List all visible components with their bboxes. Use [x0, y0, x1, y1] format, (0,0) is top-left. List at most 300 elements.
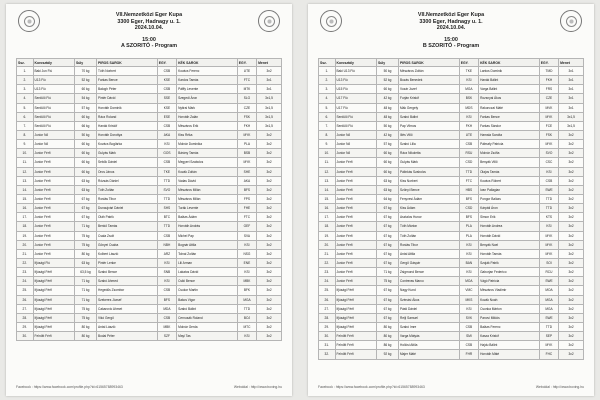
sheet-footer [318, 385, 584, 389]
table-row [17, 103, 282, 112]
bout-number-cell: 20. [319, 240, 336, 249]
weight-class-cell: 50 kg [376, 121, 398, 130]
red-corner-club-cell: SZF [157, 332, 176, 341]
red-corner-boxer-cell: Gergő Gáspár [399, 258, 460, 267]
rounds-cell: 3x2 [559, 286, 584, 295]
table-row [17, 94, 282, 103]
red-corner-club-cell: CSB [157, 231, 176, 240]
blue-corner-club-cell: TTD [237, 304, 256, 313]
weight-class-cell: 54 kg [74, 94, 96, 103]
age-category-cell: Ifjúsági Fiú [33, 258, 74, 267]
bout-table [318, 58, 584, 360]
bout-number-cell: 31. [319, 341, 336, 350]
bout-number-cell: 8. [17, 130, 34, 139]
red-corner-club-cell: TKE [459, 67, 478, 76]
blue-corner-boxer-cell: Benyák Villő [479, 158, 540, 167]
red-corner-club-cell: CSD [459, 204, 478, 213]
age-category-cell: Junior Férfi [335, 249, 376, 258]
rounds-cell: 3x1 [559, 76, 584, 85]
rounds-cell: 3x2 [257, 286, 282, 295]
weight-class-cell: 75 kg [376, 277, 398, 286]
blue-corner-club-cell: FKH [539, 76, 558, 85]
blue-corner-club-cell: MGA [539, 295, 558, 304]
bout-number-cell: 3. [319, 85, 336, 94]
weight-class-cell: 67 kg [376, 222, 398, 231]
weight-class-cell: 80 kg [74, 249, 96, 258]
red-corner-boxer-cell: Gulyás Márk [399, 158, 460, 167]
table-row [319, 121, 584, 130]
rounds-cell: 3x2 [257, 222, 282, 231]
red-corner-boxer-cell: Benkő Tamás [97, 222, 158, 231]
red-corner-club-cell: UTE [459, 130, 478, 139]
blue-corner-boxer-cell: Gaborjan Federico [479, 268, 540, 277]
weight-class-cell: 60 kg [74, 112, 96, 121]
red-corner-boxer-cell: Mák Gergely [399, 103, 460, 112]
red-corner-boxer-cell: Zsigmond Bence [399, 268, 460, 277]
bout-number-cell: 22. [17, 258, 34, 267]
bout-number-cell: 19. [17, 231, 34, 240]
blue-corner-boxer-cell: Horváth Zalán [177, 112, 238, 121]
age-category-cell: U15 Fiú [335, 85, 376, 94]
age-category-cell: Ifjúsági Férfi [335, 313, 376, 322]
blue-corner-club-cell: FHE [237, 204, 256, 213]
blue-corner-club-cell: RCU [539, 268, 558, 277]
blue-corner-boxer-cell: Tolnai Zoltán [177, 249, 238, 258]
red-corner-boxer-cell: Szőnyi Bence [399, 185, 460, 194]
red-corner-boxer-cell: Oláh Patrik [97, 213, 158, 222]
blue-corner-boxer-cell: Kárpáti Áron [479, 204, 540, 213]
age-category-cell: Ifjúsági Férfi [33, 268, 74, 277]
blue-corner-boxer-cell: Lantos Dominik [479, 67, 540, 76]
blue-corner-club-cell: CZE [237, 103, 256, 112]
blue-corner-boxer-cell: Horváth Dávid [479, 231, 540, 240]
blue-corner-club-cell: SVA [237, 231, 256, 240]
blue-corner-club-cell: ENE [237, 258, 256, 267]
age-category-cell: Ifjúsági Férfi [335, 322, 376, 331]
red-corner-club-cell: HBS [459, 185, 478, 194]
session-time: 15:00 [142, 36, 156, 43]
table-row [319, 322, 584, 331]
rounds-cell: 3x2 [257, 313, 282, 322]
bout-number-cell: 14. [17, 185, 34, 194]
blue-corner-boxer-cell: Ivan Pallagian [479, 185, 540, 194]
table-row [319, 103, 584, 112]
session-time: 15:00 [444, 36, 458, 43]
age-category-cell: Serdülő Fiú [33, 94, 74, 103]
bout-number-cell: 15. [319, 194, 336, 203]
bout-number-cell: 13. [17, 176, 34, 185]
weight-class-cell: 57 kg [376, 140, 398, 149]
red-corner-club-cell: KSI [157, 277, 176, 286]
rounds-cell: 3x2 [559, 350, 584, 359]
weight-class-cell: 60 kg [74, 85, 96, 94]
weight-class-cell: 67 kg [74, 194, 96, 203]
column-header-bout-number: Ssz. [319, 59, 336, 67]
blue-corner-boxer-cell: Lakatos Dávid [177, 268, 238, 277]
weight-class-cell: 60 kg [74, 167, 96, 176]
rounds-cell: 3x2 [559, 277, 584, 286]
age-category-cell: Felnőtt Férfi [335, 341, 376, 350]
red-corner-boxer-cell: Balogh Péter [97, 85, 158, 94]
red-corner-club-cell: SHS [157, 204, 176, 213]
red-corner-boxer-cell: Antal Attila [399, 249, 460, 258]
table-row [17, 240, 282, 249]
red-corner-club-cell: CSB [157, 67, 176, 76]
facebook-link[interactable]: Facebook : https://www.facebook.com/profile.php?id=61565788993463 [318, 385, 425, 389]
bout-number-cell: 14. [319, 185, 336, 194]
red-corner-club-cell: KSE [157, 103, 176, 112]
weight-class-cell: 60 kg [74, 140, 96, 149]
age-category-cell: Junior Férfi [33, 176, 74, 185]
table-row [17, 176, 282, 185]
blue-corner-boxer-cell: Kozák Zoltán [177, 167, 238, 176]
bout-number-cell: 2. [319, 76, 336, 85]
table-row [17, 167, 282, 176]
weight-class-cell: 42 kg [376, 94, 398, 103]
age-category-cell: Junior Férfi [33, 204, 74, 213]
age-category-cell: Junior Férfi [33, 240, 74, 249]
column-header-weight-class: Súly [376, 59, 398, 67]
weight-class-cell: 75 kg [74, 240, 96, 249]
red-corner-boxer-cell: Szénási Ákos [399, 295, 460, 304]
event-date: 2024.10.04. [436, 25, 466, 31]
rounds-cell: 3x2 [257, 130, 282, 139]
weight-class-cell: 60 kg [376, 158, 398, 167]
blue-corner-boxer-cell: Balázs Ferenc [479, 322, 540, 331]
bout-number-cell: 6. [319, 112, 336, 121]
column-header-blue-corner-boxer: KÉK SAROK [177, 59, 238, 67]
age-category-cell: Junior Férfi [33, 167, 74, 176]
rounds-cell: 3x2 [559, 231, 584, 240]
table-row [319, 304, 584, 313]
blue-corner-boxer-cell: Lili Arman [177, 258, 238, 267]
age-category-cell: Felnőtt Férfi [33, 332, 74, 341]
age-category-cell: Serdülő Fiú [335, 112, 376, 121]
bout-number-cell: 17. [17, 213, 34, 222]
red-corner-club-cell: TTD [157, 222, 176, 231]
blue-corner-club-cell: KTS [539, 213, 558, 222]
table-row [319, 222, 584, 231]
red-corner-boxer-cell: Dunaujvári Dániel [97, 204, 158, 213]
red-corner-boxer-cell: Horváth Dominik [97, 103, 158, 112]
table-row [17, 204, 282, 213]
age-category-cell: Junior Férfi [335, 231, 376, 240]
red-corner-boxer-cell: Asztalos Hunor [399, 213, 460, 222]
age-category-cell: Junior Férfi [335, 222, 376, 231]
red-corner-boxer-cell: Szabó Ahmed [97, 277, 158, 286]
blue-corner-boxer-cell: Pálffy Levente [177, 85, 238, 94]
rounds-cell: 3x2 [559, 332, 584, 341]
red-corner-boxer-cell: Gönyei Csaba [97, 240, 158, 249]
red-corner-boxer-cell: Tóth Norbert [97, 67, 158, 76]
bout-number-cell: 24. [17, 277, 34, 286]
column-header-rounds: Menet [559, 59, 584, 67]
table-row [319, 85, 584, 94]
age-category-cell: Junior Férfi [335, 213, 376, 222]
blue-corner-boxer-cell: Csukor Martin [177, 286, 238, 295]
bout-number-cell: 10. [17, 149, 34, 158]
column-header-bout-number: Ssz. [17, 59, 34, 67]
event-address: 3300 Eger, Hadnagy u. 1. [117, 18, 181, 25]
rounds-cell: 3x2 [257, 322, 282, 331]
red-corner-club-cell: KSI [157, 140, 176, 149]
blue-corner-boxer-cell: Vadas Dávid [177, 176, 238, 185]
weight-class-cell: 67 kg [376, 304, 398, 313]
bout-number-cell: 15. [17, 194, 34, 203]
age-category-cell: Junior Férfi [33, 231, 74, 240]
blue-corner-club-cell: SOI [539, 258, 558, 267]
rounds-cell: 3x1 [257, 85, 282, 94]
red-corner-club-cell: RSU [459, 149, 478, 158]
blue-corner-club-cell: MYK [539, 231, 558, 240]
bout-number-cell: 12. [319, 167, 336, 176]
bout-number-cell: 5. [17, 103, 34, 112]
bout-number-cell: 21. [319, 249, 336, 258]
rounds-cell: 3x1 [559, 94, 584, 103]
red-corner-club-cell: KSI [157, 258, 176, 267]
bout-number-cell: 8. [319, 130, 336, 139]
rounds-cell: 3x2 [257, 204, 282, 213]
blue-corner-club-cell: FHC [539, 350, 558, 359]
blue-corner-boxer-cell: Kiss Réka [177, 130, 238, 139]
table-row [17, 121, 282, 130]
bout-number-cell: 23. [17, 268, 34, 277]
red-corner-boxer-cell: Rózsás Dániel [97, 176, 158, 185]
blue-corner-club-cell: MYK [237, 158, 256, 167]
program-sheet-b [308, 4, 594, 396]
red-corner-club-cell: KSI [459, 249, 478, 258]
column-header-red-corner-boxer: PIROS SAROK [97, 59, 158, 67]
blue-corner-boxer-cell: Horváth Andrea [479, 222, 540, 231]
red-corner-boxer-cell: Reiji Samuel [399, 313, 460, 322]
sheet-header [6, 12, 292, 50]
bout-number-cell: 22. [319, 258, 336, 267]
rounds-cell: 3x2 [559, 185, 584, 194]
weight-class-cell: 80 kg [74, 322, 96, 331]
rounds-cell: 3x2 [257, 231, 282, 240]
bout-number-cell: 30. [17, 332, 34, 341]
table-row [17, 268, 282, 277]
red-corner-club-cell: SVO [157, 185, 176, 194]
column-header-blue-corner-boxer: KÉK SAROK [479, 59, 540, 67]
website-link[interactable]: Weboldal : http://www.boxing.hu [233, 385, 282, 389]
red-corner-club-cell: FKH [459, 121, 478, 130]
red-corner-boxer-cell: Tóth Márton [399, 222, 460, 231]
weight-class-cell: 80 kg [74, 332, 96, 341]
facebook-link[interactable]: Facebook : https://www.facebook.com/profile.php?id=61565788993463 [16, 385, 123, 389]
website-link[interactable]: Weboldal : http://www.boxing.hu [535, 385, 584, 389]
age-category-cell: Ifjúsági Férfi [33, 313, 74, 322]
weight-class-cell: 64 kg [376, 194, 398, 203]
red-corner-club-cell: CSB [157, 121, 176, 130]
table-row [319, 249, 584, 258]
rounds-cell: 3x2 [257, 176, 282, 185]
red-corner-boxer-cell: Furján Kristóf [399, 94, 460, 103]
bout-number-cell: 30. [319, 332, 336, 341]
blue-corner-club-cell: MTC [237, 322, 256, 331]
red-corner-club-cell: CSB [157, 286, 176, 295]
bout-number-cell: 6. [17, 112, 34, 121]
weight-class-cell: 67 kg [376, 231, 398, 240]
red-corner-club-cell: TTD [459, 167, 478, 176]
age-category-cell: Junior Nő [33, 130, 74, 139]
red-corner-club-cell: ESE [157, 112, 176, 121]
rounds-cell: 3x1,5 [257, 112, 282, 121]
table-row [17, 213, 282, 222]
blue-corner-club-cell: FPS [237, 194, 256, 203]
weight-class-cell: 63 kg [74, 185, 96, 194]
rounds-cell: 3x2 [257, 295, 282, 304]
blue-corner-club-cell: MVK [539, 103, 558, 112]
bout-number-cell: 4. [17, 94, 34, 103]
rounds-cell: 3x2 [257, 240, 282, 249]
age-category-cell: Junior Férfi [33, 213, 74, 222]
column-header-red-corner-club: EGY. [459, 59, 478, 67]
rounds-cell: 3x2 [559, 167, 584, 176]
bout-number-cell: 11. [17, 158, 34, 167]
blue-corner-club-cell: SLG [237, 94, 256, 103]
rounds-cell: 3x1,5 [559, 112, 584, 121]
red-corner-club-cell: SSE [157, 94, 176, 103]
rounds-cell: 3x2 [257, 140, 282, 149]
table-row [319, 149, 584, 158]
red-corner-club-cell: SMI [459, 332, 478, 341]
bout-number-cell: 32. [319, 350, 336, 359]
age-category-cell: Serdülő Fiú [335, 121, 376, 130]
age-category-cell: Junior Férfi [335, 185, 376, 194]
weight-class-cell: 60 kg [376, 167, 398, 176]
rounds-cell: 3x2 [257, 149, 282, 158]
rounds-cell: 3x2 [559, 213, 584, 222]
weight-class-cell: 71 kg [74, 295, 96, 304]
bout-number-cell: 9. [319, 140, 336, 149]
weight-class-cell: 71 kg [74, 286, 96, 295]
table-row [319, 277, 584, 286]
age-category-cell: Serdülő Fiú [33, 121, 74, 130]
blue-corner-club-cell: MYK [539, 341, 558, 350]
blue-corner-club-cell: SWE [539, 185, 558, 194]
blue-corner-club-cell: MYK [539, 140, 558, 149]
age-category-cell: Junior Férfi [335, 167, 376, 176]
blue-corner-boxer-cell: Kozák Noah [479, 295, 540, 304]
red-corner-club-cell: CSB [459, 341, 478, 350]
blue-corner-boxer-cell: Kasza Kristóf [479, 332, 540, 341]
bout-number-cell: 28. [319, 313, 336, 322]
rounds-cell: 3x2 [559, 130, 584, 139]
red-corner-boxer-cell: Hanák Kristóf [97, 121, 158, 130]
red-corner-club-cell: CSB [157, 85, 176, 94]
blue-corner-boxer-cell: Balázs Ádám [177, 213, 238, 222]
bout-number-cell: 18. [319, 222, 336, 231]
red-corner-club-cell: BAN [459, 258, 478, 267]
age-category-cell: U17 Fiú [335, 94, 376, 103]
bout-number-cell: 25. [17, 286, 34, 295]
weight-class-cell: 63 kg [376, 176, 398, 185]
blue-corner-club-cell: FKH [237, 121, 256, 130]
table-row [17, 304, 282, 313]
table-row [319, 167, 584, 176]
age-category-cell: Junior Férfi [33, 185, 74, 194]
blue-corner-boxer-cell: Mészáros Milán [177, 194, 238, 203]
table-row [319, 204, 584, 213]
red-corner-club-cell: BTC [157, 213, 176, 222]
table-row [17, 286, 282, 295]
blue-corner-boxer-cell: Hanák Bálint [479, 76, 540, 85]
weight-class-cell: 70 kg [74, 67, 96, 76]
red-corner-club-cell: BFS [459, 213, 478, 222]
age-category-cell: U13 Fiú [33, 76, 74, 85]
age-category-cell: Junior Nő [335, 140, 376, 149]
bout-number-cell: 1. [319, 67, 336, 76]
red-corner-club-cell: PLA [459, 222, 478, 231]
weight-class-cell: 71 kg [376, 268, 398, 277]
age-category-cell: Ifjúsági Férfi [335, 286, 376, 295]
bout-number-cell: 26. [17, 295, 34, 304]
table-row [319, 313, 584, 322]
table-row [319, 94, 584, 103]
red-corner-club-cell: CSB [459, 322, 478, 331]
table-row [319, 350, 584, 359]
table-row [17, 76, 282, 85]
event-address: 3300 Eger, Hadnagy u. 1. [419, 18, 483, 25]
red-corner-boxer-cell: Kolbert László [97, 249, 158, 258]
blue-corner-boxer-cell: Mayi Tas [177, 332, 238, 341]
red-corner-club-cell: CSB [157, 313, 176, 322]
red-corner-boxer-cell: Pintér Dávid [97, 94, 158, 103]
table-row [319, 258, 584, 267]
rounds-cell: 3x2 [559, 268, 584, 277]
blue-corner-club-cell: KSI [237, 332, 256, 341]
red-corner-boxer-cell: Szekeres József [97, 295, 158, 304]
age-category-cell: Ifjúsági Férfi [33, 277, 74, 286]
table-row [319, 67, 584, 76]
rounds-cell: 3x2 [559, 204, 584, 213]
age-category-cell: Junior Férfi [335, 240, 376, 249]
bout-number-cell: 20. [17, 240, 34, 249]
event-title: VII.Nemzetközi Eger Kupa [115, 12, 183, 18]
red-corner-club-cell: SNB [157, 268, 176, 277]
table-row [17, 222, 282, 231]
bout-number-cell: 4. [319, 94, 336, 103]
red-corner-boxer-cell: Oros János [97, 167, 158, 176]
blue-corner-boxer-cell: Pongor Balázs [479, 194, 540, 203]
weight-class-cell: 42 kg [376, 130, 398, 139]
column-header-red-corner-boxer: PIROS SAROK [399, 59, 460, 67]
red-corner-club-cell: GOS [157, 149, 176, 158]
red-corner-club-cell: KSE [157, 76, 176, 85]
red-corner-boxer-cell: Horváth Dorottya [97, 130, 158, 139]
weight-class-cell: 60 kg [74, 149, 96, 158]
blue-corner-club-cell: MGA [237, 295, 256, 304]
age-category-cell: Junior Férfi [335, 194, 376, 203]
blue-corner-club-cell: SHE [237, 167, 256, 176]
blue-corner-boxer-cell: Cernusák Roland [177, 313, 238, 322]
program-sheet-a [6, 4, 292, 396]
red-corner-boxer-cell: Pintér Lenke [97, 258, 158, 267]
red-corner-boxer-cell: Pap Vilmos [399, 121, 460, 130]
table-row [17, 158, 282, 167]
age-category-cell: Serdülő Fiú [33, 103, 74, 112]
red-corner-boxer-cell: Mészáros Zoltán [399, 67, 460, 76]
red-corner-boxer-cell: Vikó Gergő [97, 313, 158, 322]
column-header-rounds: Menet [257, 59, 282, 67]
age-category-cell: Junior Nő [335, 130, 376, 139]
table-row [17, 112, 282, 121]
table-row [319, 240, 584, 249]
weight-class-cell: 67 kg [376, 213, 398, 222]
blue-corner-boxer-cell: Bárány Tamás [177, 149, 238, 158]
bout-number-cell: 3. [17, 85, 34, 94]
